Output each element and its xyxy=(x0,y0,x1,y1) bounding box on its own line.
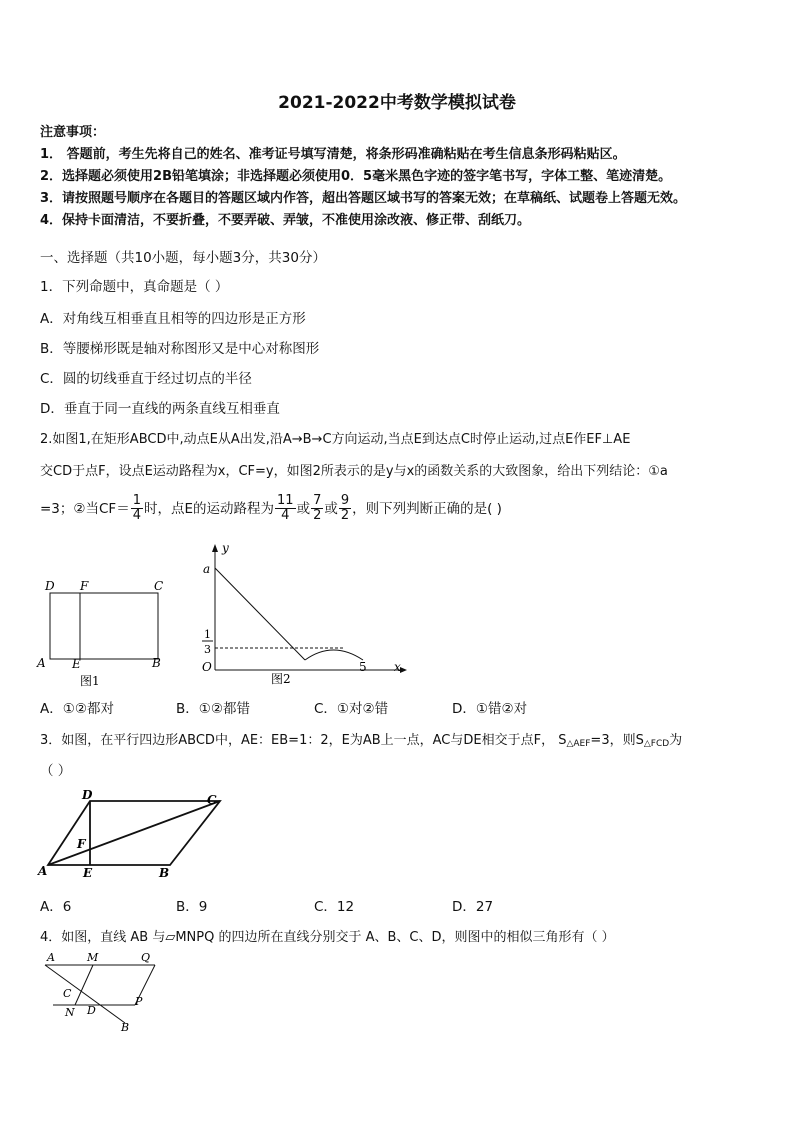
q2-option-a: A．①②都对 xyxy=(40,701,114,717)
label-o: O xyxy=(202,660,212,674)
fraction-11-4: $\frac{11}{4}$ xyxy=(277,493,294,524)
label-c: C xyxy=(207,793,217,807)
label-b: B xyxy=(159,866,170,880)
x-axis-arrow xyxy=(400,667,407,673)
fraction-7-2: $\frac{7}{2}$ xyxy=(313,493,322,524)
q1-option-a: A．对角线互相垂直且相等的四边形是正方形 xyxy=(40,311,306,327)
q3-option-a: A．6 xyxy=(40,899,72,915)
note-item: 4．保持卡面清洁，不要折叠，不要弄破、弄皱，不准使用涂改液、修正带、刮纸刀。 xyxy=(40,213,531,228)
label-p: P xyxy=(135,995,143,1008)
page-title: 2021-2022中考数学模拟试卷 xyxy=(278,93,516,113)
fraction-9-2: $\frac{9}{2}$ xyxy=(340,493,350,524)
rectangle-abcd xyxy=(50,593,158,659)
q2-line3b: 时，点E的运动路程为 xyxy=(143,500,275,517)
label-f: F xyxy=(77,837,86,851)
graph-curve xyxy=(305,650,363,660)
figure-1-caption: 图1 xyxy=(80,674,100,688)
q2-line2: 交CD于点F，设点E运动路程为x，CF=y，如图2所表示的是y与x的函数关系的大致图象，给出下列结论：①a xyxy=(40,464,668,479)
q3-figure xyxy=(30,785,230,885)
q2-option-c: C．①对②错 xyxy=(314,701,389,717)
q3-line1: 3．如图，在平行四边形ABCD中，AE：EB=1：2，E为AB上一点，AC与DE相交于点F， $S_{\triangle AEF}=3$，则$S_{\triangle FCD}$为 xyxy=(40,733,683,749)
q3-option-c: C．12 xyxy=(314,899,355,915)
label-b: B xyxy=(121,1021,130,1034)
q3-line2: （ ） xyxy=(40,763,72,779)
figure-2-caption: 图2 xyxy=(271,672,291,686)
q2-line3: =3；②当CF＝ $\frac{1}{4}$ 时，点E的运动路程为 $\frac{11}{4}$ 或 $\frac{7}{2}$ 或 $\frac{9}{2}$ ，则下列判断正确的是( ) xyxy=(40,493,502,524)
q1-option-b: B．等腰梯形既是轴对称图形又是中心对称图形 xyxy=(40,341,320,357)
q2-line1: 2.如图1,在矩形ABCD中,动点E从A出发,沿A→B→C方向运动,当点E到达点C时停止运动,过点E作EF⊥AE xyxy=(40,432,631,447)
label-a: A xyxy=(38,864,48,878)
label-c: C xyxy=(63,987,72,1000)
q4-figure xyxy=(35,945,165,1040)
fraction-1-4: $\frac{1}{4}$ xyxy=(132,493,141,524)
label-d: D xyxy=(87,1004,96,1017)
q1-option-c: C．圆的切线垂直于经过切点的半径 xyxy=(40,371,252,387)
label-five: 5 xyxy=(359,660,367,674)
label-y: y xyxy=(222,541,229,555)
q3-option-d: D．27 xyxy=(452,899,494,915)
q2-line3a: =3；②当CF＝ xyxy=(40,500,130,517)
label-x: x xyxy=(394,660,401,674)
q3-option-b: B．9 xyxy=(176,899,208,915)
label-three: 3 xyxy=(204,643,211,656)
q2-line3c: ，则下列判断正确的是( ) xyxy=(352,500,502,517)
q2-option-d: D．①错②对 xyxy=(452,701,528,717)
q2-option-b: B．①②都错 xyxy=(176,701,250,717)
label-a: A xyxy=(47,951,55,964)
section-heading: 一、选择题（共10小题，每小题3分，共30分） xyxy=(40,250,326,266)
q4-stem: 4．如图，直线 AB 与▱MNPQ 的四边所在直线分别交于 A、B、C、D，则图中的相似三角形有（ ） xyxy=(40,930,615,945)
label-e: E xyxy=(72,657,81,671)
q1-option-d: D．垂直于同一直线的两条直线互相垂直 xyxy=(40,401,280,417)
label-m: M xyxy=(87,951,99,964)
q2-figure-1 xyxy=(35,575,175,690)
label-n: N xyxy=(65,1006,75,1019)
label-one: 1 xyxy=(204,628,211,641)
y-axis-arrow xyxy=(212,544,218,552)
label-a: A xyxy=(37,656,46,670)
q1-stem: 1．下列命题中，真命题是（ ） xyxy=(40,279,229,295)
note-item: 1． 答题前，考生先将自己的姓名、准考证号填写清楚，将条形码准确粘贴在考生信息条形码粘贴区。 xyxy=(40,147,626,162)
notes-heading: 注意事项： xyxy=(40,125,106,140)
label-d: D xyxy=(45,579,55,593)
line-ab xyxy=(45,965,125,1023)
graph-line xyxy=(215,568,305,660)
label-a: a xyxy=(203,562,211,576)
q2-figure-2 xyxy=(195,540,415,690)
note-item: 3．请按照题号顺序在各题目的答题区域内作答，超出答题区域书写的答案无效；在草稿纸、试题卷上答题无效。 xyxy=(40,191,687,206)
label-b: B xyxy=(152,656,161,670)
note-item: 2．选择题必须使用2B铅笔填涂；非选择题必须使用0．5毫米黑色字迹的签字笔书写，字体工整、笔迹清楚。 xyxy=(40,169,672,184)
label-e: E xyxy=(83,866,93,880)
side-mn xyxy=(75,965,93,1005)
label-c: C xyxy=(154,579,164,593)
label-d: D xyxy=(82,788,93,802)
label-q: Q xyxy=(141,951,151,964)
label-f: F xyxy=(80,579,89,593)
